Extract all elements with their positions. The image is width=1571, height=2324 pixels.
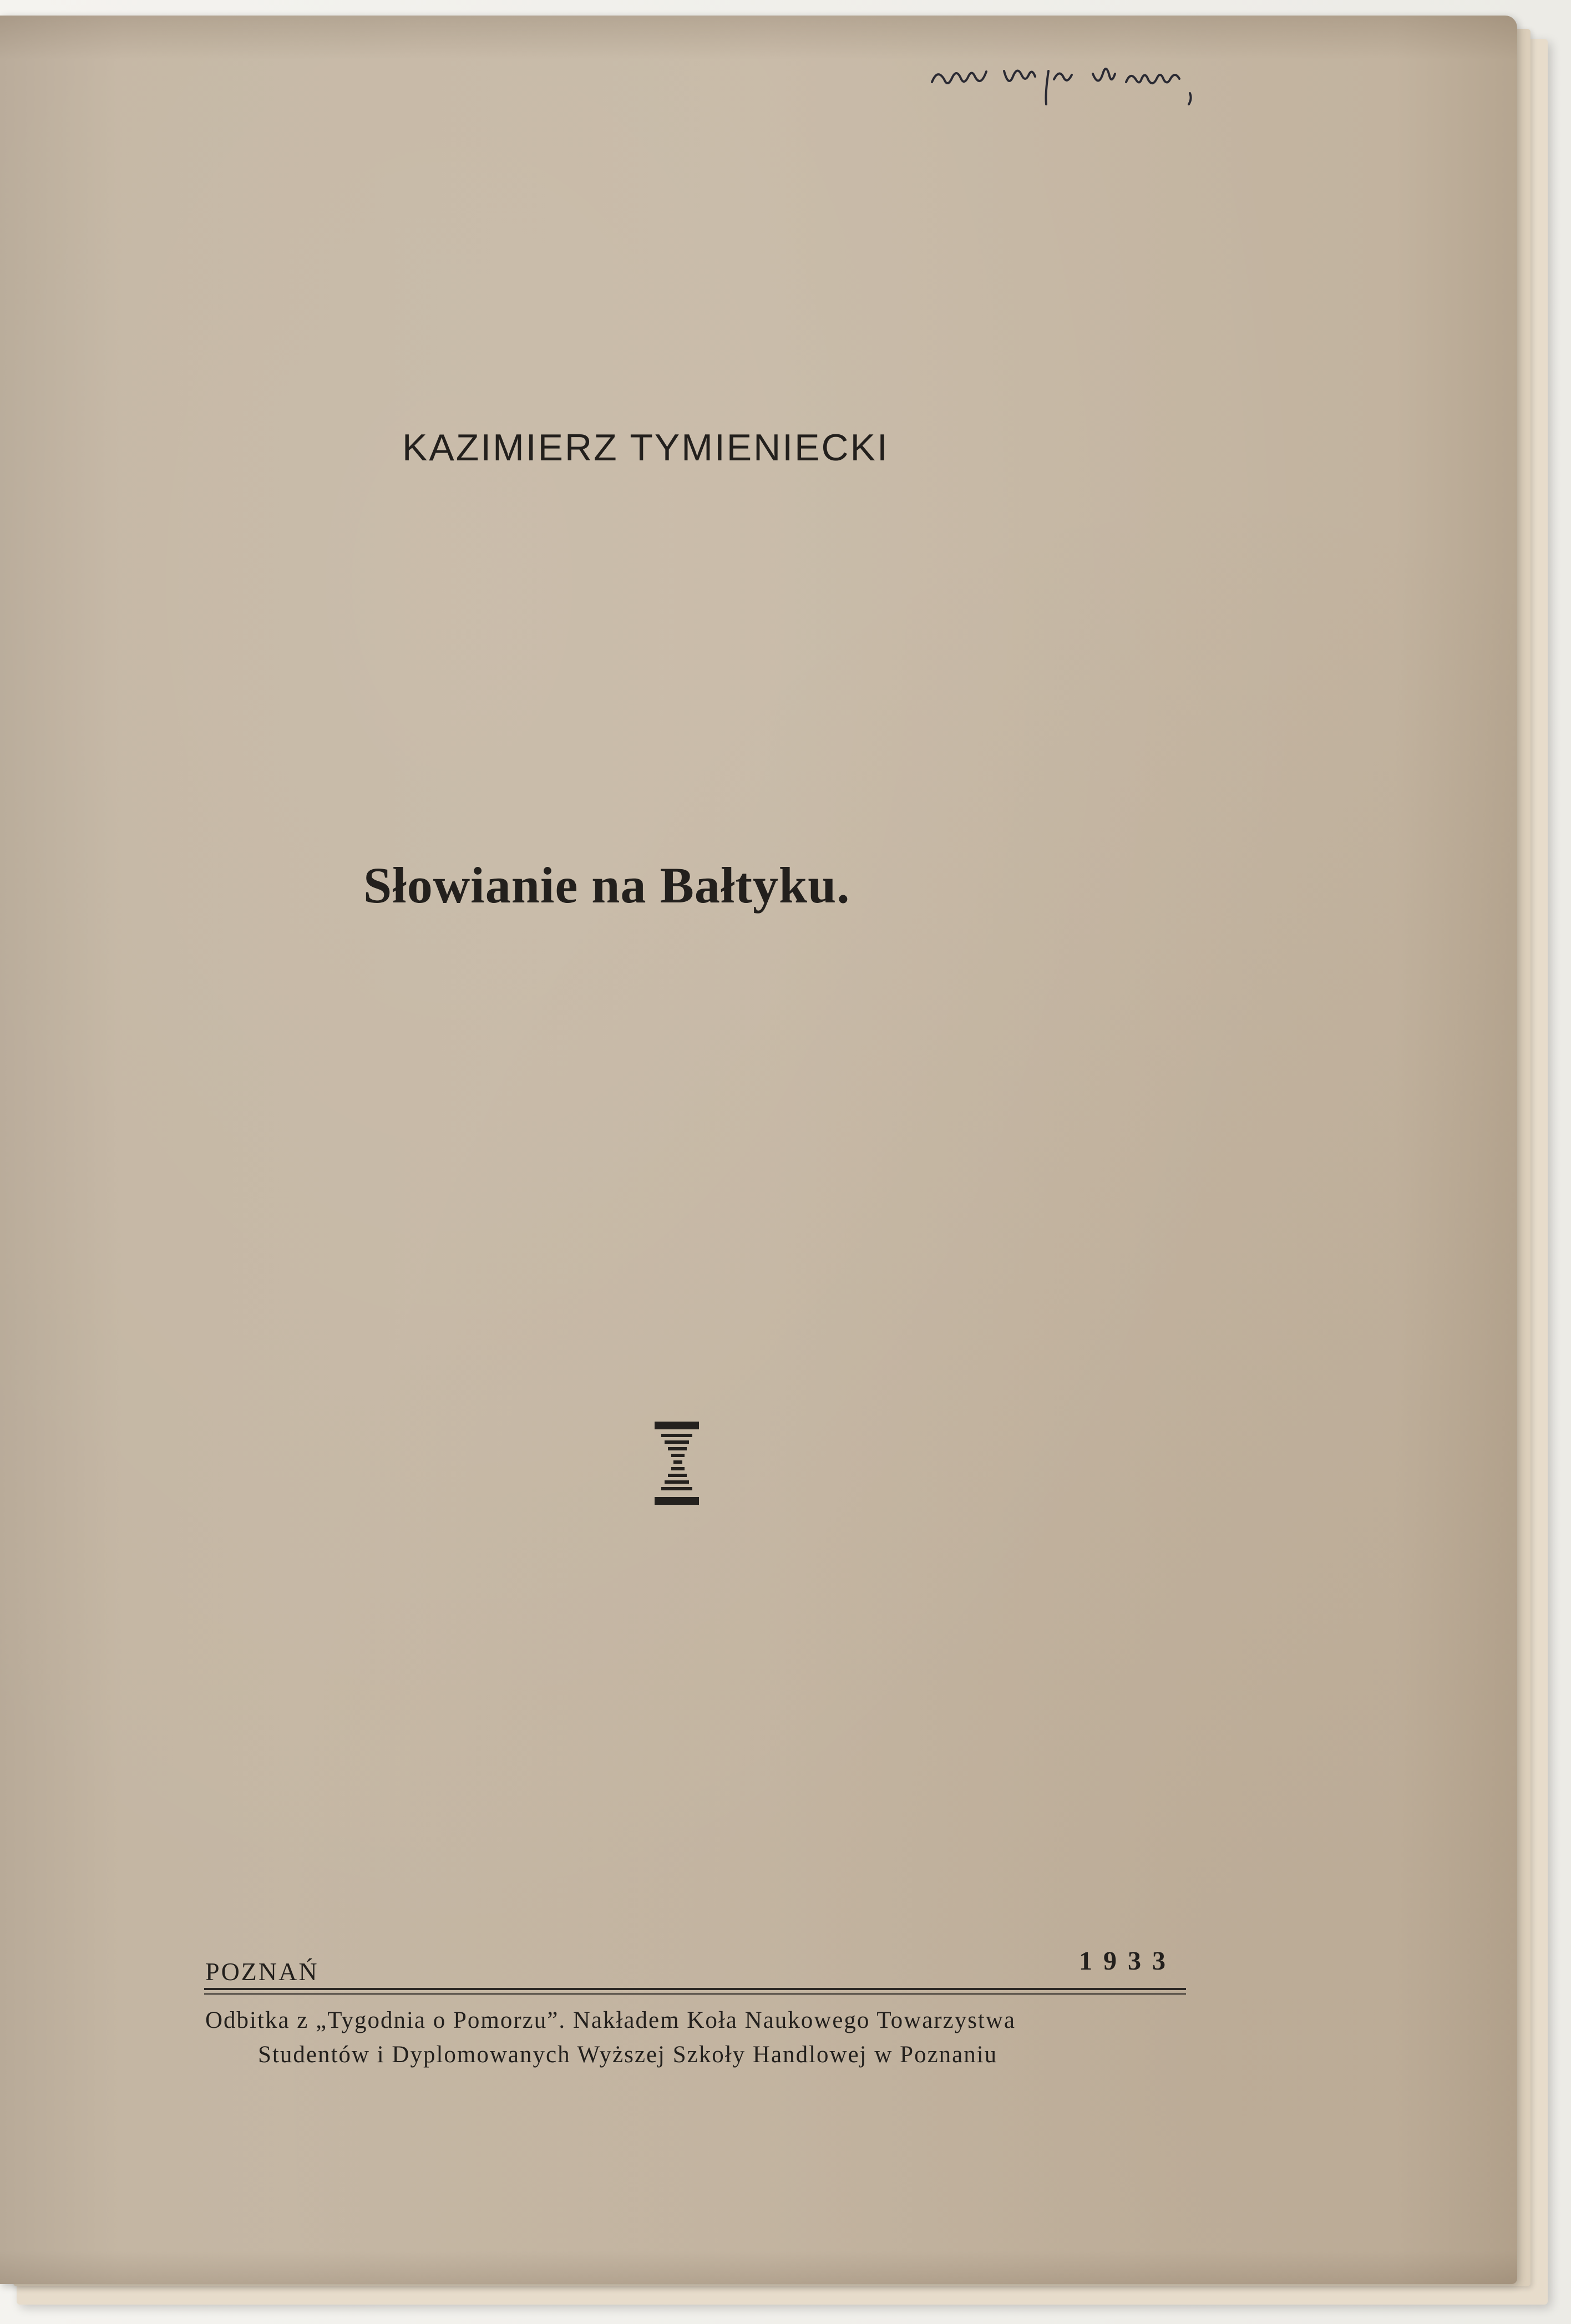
imprint-line-2: Studentów i Dyplomowanych Wyższej Szkoły Handlowej w Poznaniu	[258, 2042, 998, 2068]
cover-bottom-edge	[0, 2251, 1517, 2284]
divider-rule	[204, 1988, 1186, 1990]
booklet-cover	[0, 16, 1517, 2284]
cover-top-edge	[0, 16, 1517, 60]
divider-rule-thin	[204, 1993, 1186, 1995]
publisher-mark-icon	[655, 1422, 699, 1505]
book-title: Słowianie na Bałtyku.	[363, 857, 850, 914]
imprint-line-1: Odbitka z „Tygodnia o Pomorzu”. Nakładem Koła Naukowego Towarzystwa	[205, 2007, 1016, 2033]
publication-year: 1933	[1079, 1946, 1177, 1976]
handwritten-note	[926, 49, 1248, 110]
publication-place: POZNAŃ	[205, 1957, 319, 1986]
author-name: KAZIMIERZ TYMIENIECKI	[402, 427, 889, 469]
